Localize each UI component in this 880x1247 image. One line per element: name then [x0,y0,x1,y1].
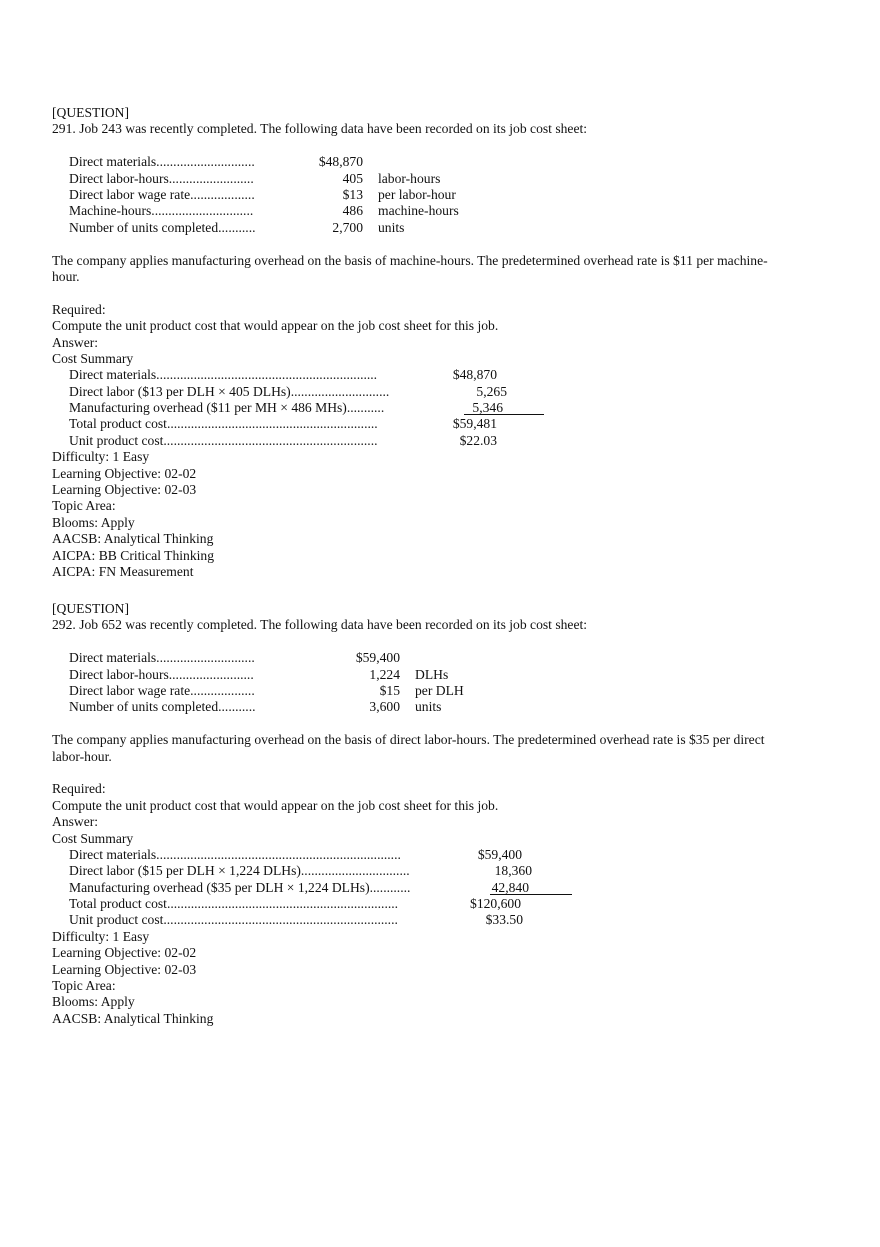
cost-label: Unit product cost............................................................... [69,432,378,448]
data-unit: DLHs [415,666,449,682]
data-row [69,154,812,170]
cost-row [69,896,812,912]
data-label: Machine-hours.............................. [69,203,254,219]
cost-row [69,433,812,449]
cost-label: Direct materials................................................................. [69,367,378,383]
cost-label: Direct materials........................................................................ [69,846,401,862]
meta-line: Blooms: Apply [52,994,135,1010]
data-label: Direct labor-hours......................... [69,170,254,186]
data-unit: units [415,699,442,715]
data-unit: units [378,219,405,235]
cost-amount: $33.50 [485,912,523,928]
data-value: $13 [342,186,363,202]
data-label: Number of units completed........... [69,699,256,715]
cost-summary-heading: Cost Summary [52,350,134,366]
cost-amount: 18,360 [494,863,532,879]
cost-label: Unit product cost..................................................................... [69,912,398,928]
question-tag: [QUESTION] [52,105,130,120]
data-unit: per DLH [415,682,464,698]
data-row [69,187,812,203]
data-unit: per labor-hour [378,186,456,202]
meta-line: Difficulty: 1 Easy [52,449,150,465]
meta-line: AICPA: BB Critical Thinking [52,547,215,563]
question-stem: 291. Job 243 was recently completed. The following data have been recorded on its job cost sheet: [52,121,588,137]
data-unit: labor-hours [378,170,441,186]
cost-summary-table [69,847,812,929]
job-data-table [69,154,812,236]
cost-summary-table [69,367,812,449]
answer-label: Answer: [52,334,99,350]
cost-label: Direct labor ($15 per DLH × 1,224 DLHs)................................ [69,863,410,879]
cost-amount: $120,600 [470,896,521,912]
meta-line: Learning Objective: 02-03 [52,961,197,977]
data-row [69,683,812,699]
meta-line: AACSB: Analytical Thinking [52,1010,214,1026]
cost-summary-heading: Cost Summary [52,830,134,846]
data-label: Number of units completed........... [69,219,256,235]
data-row [69,171,812,187]
data-row [69,220,812,236]
required-label: Required: [52,301,106,317]
meta-line: Learning Objective: 02-02 [52,945,197,961]
data-unit: machine-hours [378,203,459,219]
cost-amount: 5,346 [472,400,503,416]
data-label: Direct labor wage rate................... [69,186,255,202]
data-value: 1,224 [369,666,400,682]
meta-line: Topic Area: [52,498,116,514]
required-text: Compute the unit product cost that would appear on the job cost sheet for this job. [52,797,499,813]
data-value: 405 [342,170,363,186]
cost-row [69,367,812,383]
meta-line: AICPA: FN Measurement [52,563,194,579]
meta-line: Difficulty: 1 Easy [52,928,150,944]
cost-label: Direct labor ($13 per DLH × 405 DLHs)............................. [69,383,390,399]
cost-row [69,847,812,863]
meta-line: Learning Objective: 02-03 [52,482,197,498]
data-value: $59,400 [355,650,400,666]
question-stem: 292. Job 652 was recently completed. The following data have been recorded on its job cost sheet: [52,617,588,633]
cost-row [69,863,812,879]
total-underline [464,400,544,415]
cost-amount: 42,840 [491,879,529,895]
data-label: Direct labor-hours......................... [69,666,254,682]
meta-line: Learning Objective: 02-02 [52,465,197,481]
data-row [69,650,812,666]
cost-row [69,384,812,400]
cost-row [69,880,812,896]
data-row [69,667,812,683]
answer-label: Answer: [52,814,99,830]
data-label: Direct materials............................. [69,154,255,170]
cost-amount: $48,870 [452,367,497,383]
cost-label: Manufacturing overhead ($35 per DLH × 1,224 DLHs)............ [69,879,411,895]
cost-row [69,416,812,432]
meta-line: Blooms: Apply [52,514,135,530]
meta-line: Topic Area: [52,978,116,994]
meta-line: AACSB: Analytical Thinking [52,531,214,547]
overhead-paragraph: The company applies manufacturing overhead on the basis of direct labor-hours. The predetermined overhead rate is $35 per direct labor-hour. [52,732,765,764]
cost-row [69,912,812,928]
data-row [69,699,812,715]
cost-amount: 5,265 [476,383,507,399]
question-tag: [QUESTION] [52,601,130,616]
cost-row [69,400,812,416]
question-block [52,105,812,580]
required-text: Compute the unit product cost that would appear on the job cost sheet for this job. [52,318,499,334]
data-value: 2,700 [332,219,363,235]
total-underline [490,880,572,895]
data-value: 486 [342,203,363,219]
data-label: Direct labor wage rate................... [69,682,255,698]
cost-label: Total product cost.............................................................. [69,416,378,432]
cost-label: Total product cost.................................................................... [69,896,399,912]
cost-label: Manufacturing overhead ($11 per MH × 486 MHs)........... [69,400,385,416]
cost-amount: $59,400 [477,846,522,862]
required-label: Required: [52,781,106,797]
cost-amount: $59,481 [452,416,497,432]
overhead-paragraph: The company applies manufacturing overhead on the basis of machine-hours. The predetermined overhead rate is $11 per machine-hour. [52,252,768,284]
job-data-table [69,650,812,716]
question-block [52,601,812,1027]
data-value: $15 [379,682,400,698]
data-label: Direct materials............................. [69,650,255,666]
data-value: $48,870 [318,154,363,170]
data-value: 3,600 [369,699,400,715]
data-row [69,203,812,219]
cost-amount: $22.03 [459,432,497,448]
